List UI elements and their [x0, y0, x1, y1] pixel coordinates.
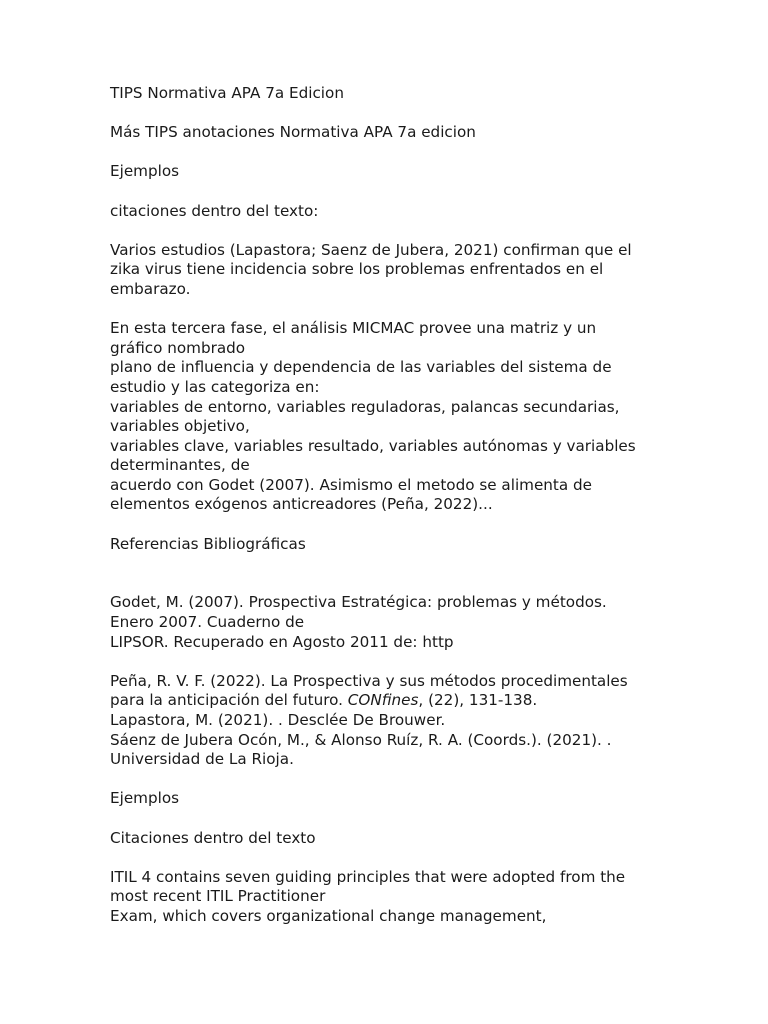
paragraph-line: variables de entorno, variables reguladoras, palancas secundarias,: [110, 397, 620, 416]
reference-line: Enero 2007. Cuaderno de: [110, 613, 305, 632]
paragraph-line: variables objetivo,: [110, 417, 250, 436]
paragraph-line: elementos exógenos anticreadores (Peña, 2022)...: [110, 495, 493, 514]
paragraph-micmac: [110, 319, 655, 515]
paragraph-line: acuerdo con Godet (2007). Asimismo el metodo se alimenta de: [110, 475, 593, 494]
document-title: [110, 84, 655, 104]
reference-pena-post: , (22), 131-138.: [418, 691, 538, 710]
section1-heading: [110, 162, 655, 182]
paragraph-line: Varios estudios (Lapastora; Saenz de Jubera, 2021) confirman que el: [110, 240, 632, 259]
paragraph-line: variables clave, variables resultado, variables autónomas y variables: [110, 436, 636, 455]
paragraph-line: plano de influencia y dependencia de las variables del sistema de: [110, 358, 612, 377]
citations-subheading-2: Citaciones dentro del texto: [110, 828, 316, 847]
reference-pena-journal: CONfines: [347, 691, 419, 710]
paragraph-zika: [110, 241, 655, 300]
section2-heading: [110, 789, 655, 809]
paragraph-line: Exam, which covers organizational change management,: [110, 906, 547, 925]
reference-pena-pre: para la anticipación del futuro.: [110, 691, 348, 710]
examples-heading: Ejemplos: [110, 162, 180, 181]
paragraph-line: zika virus tiene incidencia sobre los problemas enfrentados en el: [110, 260, 604, 279]
blank-line: [110, 574, 655, 594]
paragraph-itil: [110, 868, 655, 927]
reference-pena-line2: [110, 691, 655, 711]
paragraph-line: ITIL 4 contains seven guiding principles that were adopted from the: [110, 867, 626, 886]
section1-subheading: [110, 202, 655, 222]
document-page: [110, 84, 655, 946]
reference-lapastora: Lapastora, M. (2021). . Desclée De Brouwer.: [110, 711, 446, 729]
reference-saenz-line2: Universidad de La Rioja.: [110, 750, 294, 769]
paragraph-line: estudio y las categoriza en:: [110, 377, 320, 396]
paragraph-line: determinantes, de: [110, 456, 250, 475]
reference-godet: [110, 593, 655, 652]
subtitle-text: Más TIPS anotaciones Normativa APA 7a edicion: [110, 123, 476, 142]
section2-subheading: [110, 829, 655, 849]
reference-saenz-line1: Sáenz de Jubera Ocón, M., & Alonso Ruíz, R. A. (Coords.). (2021). .: [110, 730, 612, 749]
paragraph-line: most recent ITIL Practitioner: [110, 887, 326, 906]
citations-subheading: citaciones dentro del texto:: [110, 201, 319, 220]
paragraph-line: En esta tercera fase, el análisis MICMAC provee una matriz y un: [110, 319, 597, 338]
reference-line: LIPSOR. Recuperado en Agosto 2011 de: http: [110, 632, 454, 651]
reference-pena-line1: Peña, R. V. F. (2022). La Prospectiva y sus métodos procedimentales: [110, 671, 628, 690]
paragraph-line: embarazo.: [110, 279, 191, 298]
title-text: TIPS Normativa APA 7a Edicion: [110, 84, 344, 102]
reference-line: Godet, M. (2007). Prospectiva Estratégica: problemas y métodos.: [110, 593, 607, 612]
reference-group: [110, 672, 655, 770]
paragraph-line: gráfico nombrado: [110, 338, 246, 357]
document-subtitle: [110, 123, 655, 143]
examples-heading-2: Ejemplos: [110, 789, 180, 808]
references-heading-text: Referencias Bibliográficas: [110, 534, 306, 553]
references-heading: [110, 535, 655, 555]
